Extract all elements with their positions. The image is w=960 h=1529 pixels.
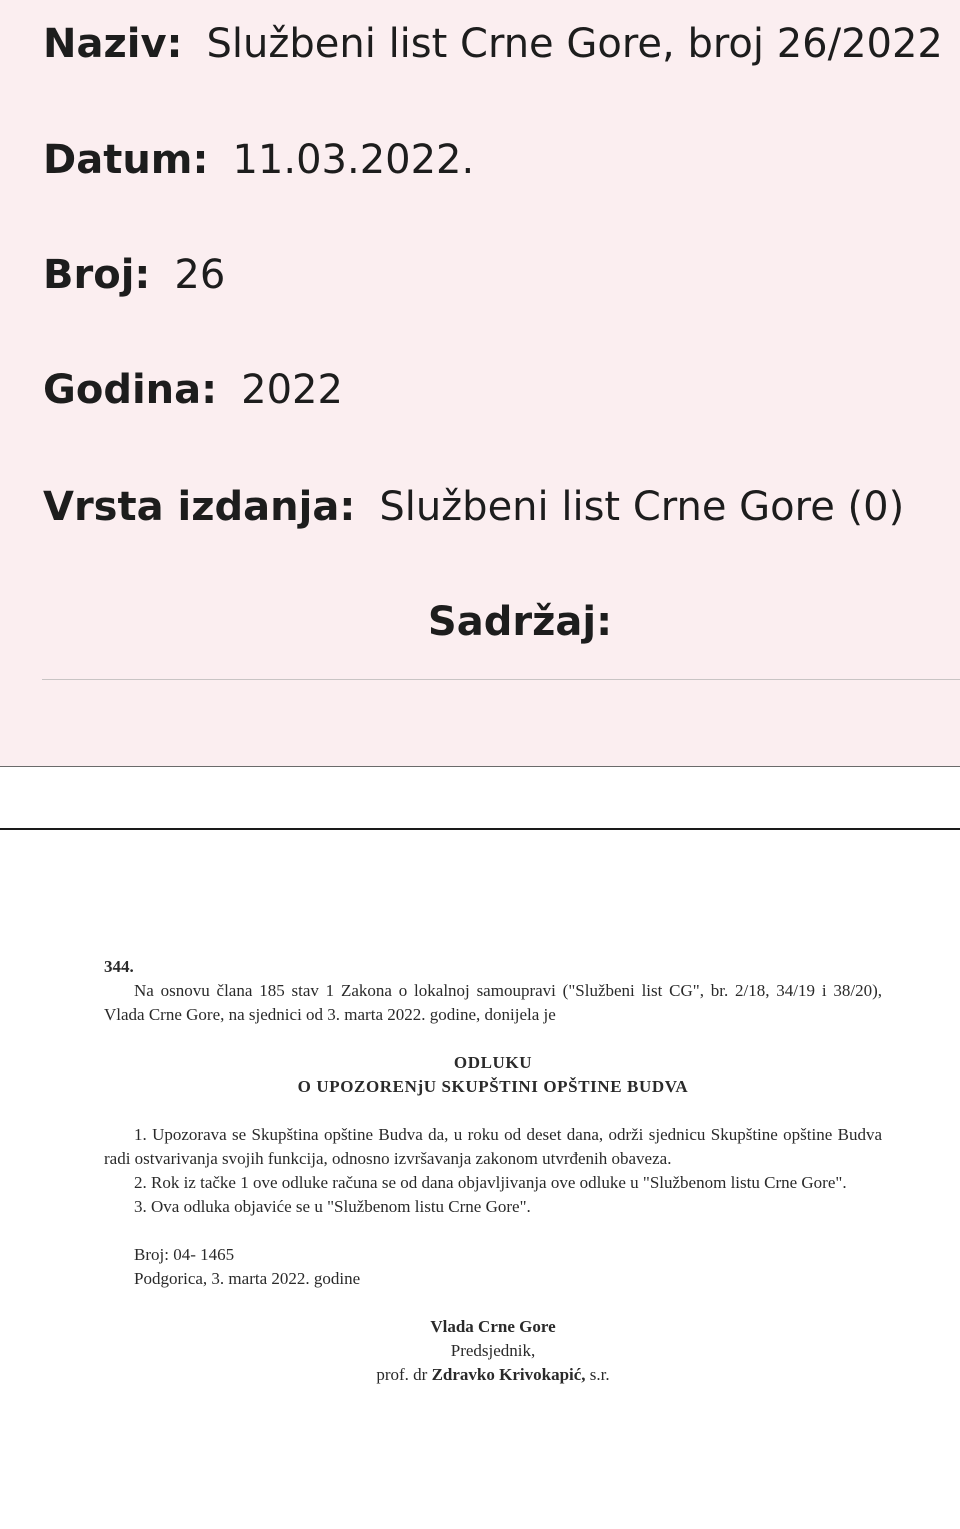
place-date: Podgorica, 3. marta 2022. godine (134, 1269, 361, 1288)
datum-value: 11.03.2022. (232, 137, 475, 183)
vrsta-row (43, 483, 904, 531)
broj-row (43, 251, 225, 299)
signature-line (104, 1363, 882, 1387)
signature-name: Zdravko Krivokapić, (431, 1365, 586, 1384)
naziv-value: Službeni list Crne Gore, broj 26/2022 (206, 21, 943, 67)
item-3: 3. Ova odluka objaviće se u "Službenom listu Crne Gore". (134, 1197, 531, 1216)
item-1: 1. Upozorava se Skupština opštine Budva da, u roku od deset dana, održi sjednicu Skupštine opštine Budva radi ostvarivanja svojih funkcija, odnosno izvršavanja zakonom utvrđenih obaveza. (104, 1125, 882, 1168)
signature-prefix: prof. dr (376, 1365, 428, 1384)
reference-number: Broj: 04- 1465 (134, 1245, 235, 1264)
document-number: 344. (104, 957, 134, 976)
naziv-row (43, 20, 943, 68)
document-title: ODLUKU (453, 1053, 533, 1072)
sadrzaj-heading: Sadržaj: (427, 599, 613, 645)
section-separator (0, 828, 960, 830)
divider (42, 679, 960, 680)
broj-label: Broj: (43, 252, 151, 298)
document-subtitle: O UPOZORENjU SKUPŠTINI OPŠTINE BUDVA (297, 1077, 689, 1096)
godina-label: Godina: (43, 367, 218, 413)
signature-organization: Vlada Crne Gore (430, 1317, 556, 1336)
broj-value: 26 (174, 252, 226, 298)
godina-row (43, 366, 343, 414)
decision-document (104, 955, 882, 1387)
datum-label: Datum: (43, 137, 209, 183)
item-2: 2. Rok iz tačke 1 ove odluke računa se od dana objavljivanja ove odluke u "Službenom listu Crne Gore". (134, 1173, 847, 1192)
signature-suffix: s.r. (589, 1365, 610, 1384)
naziv-label: Naziv: (43, 21, 183, 67)
datum-row (43, 136, 474, 184)
godina-value: 2022 (241, 367, 343, 413)
preamble: Na osnovu člana 185 stav 1 Zakona o lokalnoj samoupravi ("Službeni list CG", br. 2/18, 34/19 i 38/20), Vlada Crne Gore, na sjednici od 3. marta 2022. godine, donijela je (104, 981, 882, 1024)
vrsta-label: Vrsta izdanja: (43, 484, 356, 530)
vrsta-value: Službeni list Crne Gore (0) (379, 484, 905, 530)
signature-role: Predsjednik, (450, 1341, 536, 1360)
